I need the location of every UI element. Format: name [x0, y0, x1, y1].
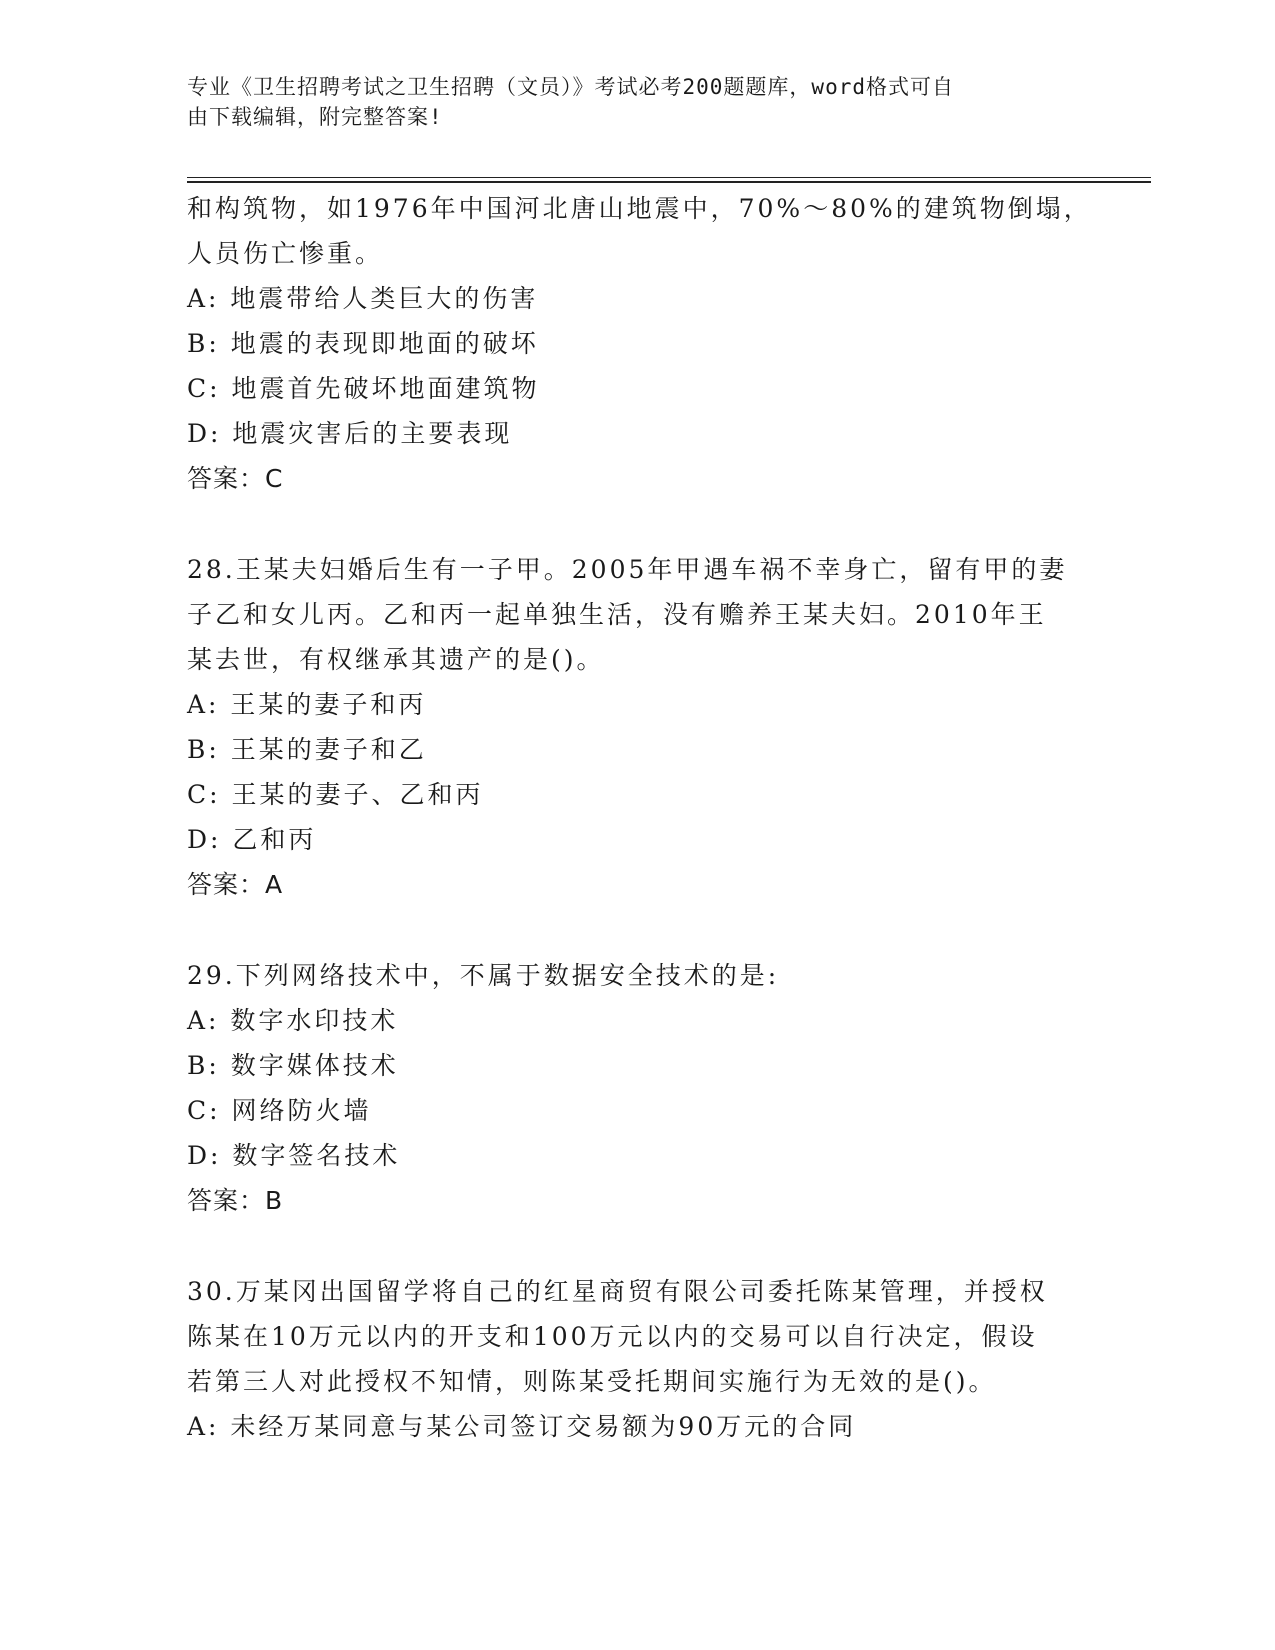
document-body — [187, 186, 1092, 1449]
option-a: A: 地震带给人类巨大的伤害 — [187, 284, 539, 313]
question-text-line: 子乙和女儿丙。乙和丙一起单独生活，没有赡养王某夫妇。2010年王 — [187, 600, 1047, 629]
question-text-line: 30.万某冈出国留学将自己的红星商贸有限公司委托陈某管理，并授权 — [187, 1277, 1048, 1306]
option-b: B: 数字媒体技术 — [187, 1051, 399, 1080]
spacer — [187, 907, 1087, 953]
option-c: C: 网络防火墙 — [187, 1096, 372, 1125]
spacer — [187, 501, 1087, 547]
question-28 — [187, 547, 1087, 907]
option-d: D: 数字签名技术 — [187, 1141, 401, 1170]
question-text-line: 某去世，有权继承其遗产的是()。 — [187, 645, 605, 674]
option-c: C: 地震首先破坏地面建筑物 — [187, 374, 540, 403]
question-text-line: 陈某在10万元以内的开支和100万元以内的交易可以自行决定，假设 — [187, 1322, 1038, 1351]
question-text-line: 若第三人对此授权不知情，则陈某受托期间实施行为无效的是()。 — [187, 1367, 997, 1396]
option-c: C: 王某的妻子、乙和丙 — [187, 780, 484, 809]
header-divider-thin — [187, 177, 1151, 178]
option-a: A: 王某的妻子和丙 — [187, 690, 427, 719]
option-a: A: 数字水印技术 — [187, 1006, 399, 1035]
question-30 — [187, 1269, 1087, 1449]
page-header — [187, 72, 1067, 132]
header-line-1: 专业《卫生招聘考试之卫生招聘（文员）》考试必考200题题库，word格式可自 — [187, 75, 954, 99]
header-line-2: 由下载编辑，附完整答案! — [187, 105, 443, 129]
option-b: B: 王某的妻子和乙 — [187, 735, 427, 764]
option-b: B: 地震的表现即地面的破坏 — [187, 329, 539, 358]
answer-label: 答案：B — [187, 1186, 284, 1215]
option-d: D: 地震灾害后的主要表现 — [187, 419, 513, 448]
answer-label: 答案：A — [187, 870, 284, 899]
spacer — [187, 1223, 1087, 1269]
question-27-tail — [187, 186, 1092, 501]
question-text-line: 和构筑物，如1976年中国河北唐山地震中，70%～80%的建筑物倒塌， — [187, 194, 1092, 223]
option-d: D: 乙和丙 — [187, 825, 317, 854]
option-a: A: 未经万某同意与某公司签订交易额为90万元的合同 — [187, 1412, 857, 1441]
header-divider-thick — [187, 181, 1151, 183]
question-text-line: 人员伤亡惨重。 — [187, 239, 384, 268]
question-text-line: 28.王某夫妇婚后生有一子甲。2005年甲遇车祸不幸身亡，留有甲的妻 — [187, 555, 1068, 584]
answer-label: 答案：C — [187, 464, 284, 493]
question-text-line: 29.下列网络技术中，不属于数据安全技术的是: — [187, 961, 780, 990]
question-29 — [187, 953, 1087, 1223]
